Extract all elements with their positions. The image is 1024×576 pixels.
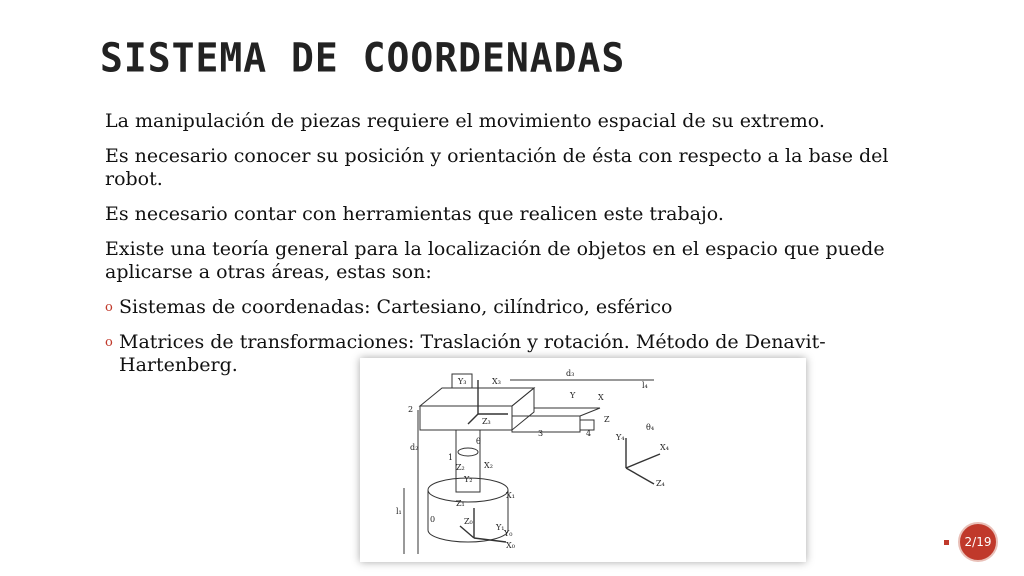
- svg-text:θ₄: θ₄: [646, 423, 655, 432]
- svg-text:Z: Z: [604, 415, 610, 424]
- svg-text:d₂: d₂: [410, 443, 419, 452]
- bullet-marker: o: [105, 300, 113, 315]
- svg-text:Y: Y: [570, 391, 576, 400]
- svg-text:2: 2: [408, 405, 414, 414]
- svg-text:X₄: X₄: [660, 443, 669, 452]
- svg-text:Z₃: Z₃: [482, 417, 491, 426]
- arm-box-top: [420, 388, 534, 406]
- slide-body: [105, 110, 925, 389]
- svg-text:4: 4: [586, 429, 592, 438]
- svg-text:Y₃: Y₃: [458, 377, 467, 386]
- diagram-labels: [396, 369, 669, 550]
- svg-text:Y₂: Y₂: [464, 475, 473, 484]
- bullet-marker: o: [105, 335, 113, 350]
- svg-text:Y₀: Y₀: [504, 529, 513, 538]
- svg-text:3: 3: [538, 429, 544, 438]
- svg-text:l₄: l₄: [642, 381, 648, 390]
- svg-text:d₃: d₃: [566, 369, 575, 378]
- svg-text:Z₀: Z₀: [464, 517, 473, 526]
- arm-box-front: [420, 406, 512, 430]
- bullet-item-1: [105, 296, 925, 319]
- svg-text:Z₄: Z₄: [656, 479, 665, 488]
- prismatic-link-edge: [580, 408, 600, 416]
- svg-text:0: 0: [430, 515, 436, 524]
- slide-title: SISTEMA DE COORDENADAS: [100, 34, 626, 82]
- svg-text:X: X: [598, 393, 604, 402]
- svg-text:Y₄: Y₄: [616, 433, 625, 442]
- svg-text:X₂: X₂: [484, 461, 493, 470]
- paragraph-1: La manipulación de piezas requiere el movimiento espacial de su extremo.: [105, 110, 825, 132]
- paragraph-2: Es necesario conocer su posición y orientación de ésta con respecto a la base del robot.: [105, 145, 889, 190]
- rotation-ellipse: [458, 448, 478, 456]
- robot-diagram: [360, 358, 806, 562]
- svg-text:Z₂: Z₂: [456, 463, 465, 472]
- page-bullet: [944, 540, 949, 545]
- frame-4-axes: [626, 438, 660, 484]
- svg-text:θ: θ: [476, 437, 481, 446]
- paragraph-4: Existe una teoría general para la localización de objetos en el espacio que puede aplicarse a otras áreas, estas son:: [105, 238, 885, 283]
- svg-text:X₀: X₀: [506, 541, 515, 550]
- bullet-text: Matrices de transformaciones: Traslación y rotación. Método de Denavit-Hartenberg.: [119, 331, 826, 376]
- svg-text:X₃: X₃: [492, 377, 501, 386]
- page-number-badge: 2/19: [958, 522, 998, 562]
- svg-text:l₁: l₁: [396, 507, 402, 516]
- prismatic-link: [512, 416, 580, 432]
- svg-text:X₁: X₁: [506, 491, 515, 500]
- svg-text:Y₁: Y₁: [496, 523, 505, 532]
- arm-box-side: [512, 388, 534, 430]
- paragraph-3: Es necesario contar con herramientas que realicen este trabajo.: [105, 203, 724, 225]
- robot-diagram-image: [360, 358, 806, 562]
- svg-text:1: 1: [448, 453, 454, 462]
- svg-text:Z₁: Z₁: [456, 499, 465, 508]
- bullet-text: Sistemas de coordenadas: Cartesiano, cilíndrico, esférico: [119, 296, 673, 318]
